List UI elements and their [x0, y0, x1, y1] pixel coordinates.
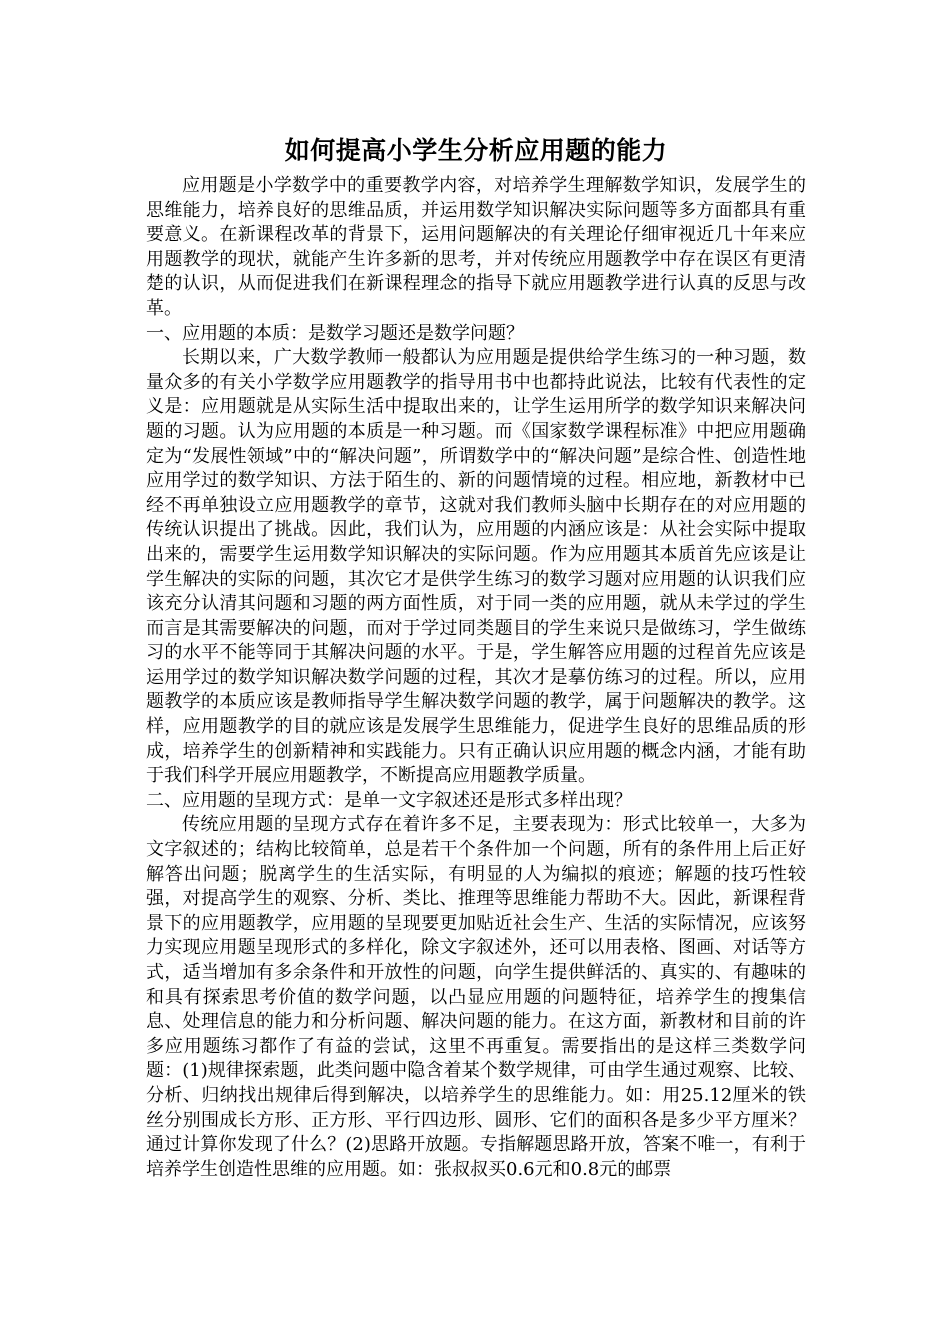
- section-2-heading: 二、应用题的呈现方式：是单一文字叙述还是形式多样出现？: [146, 789, 632, 811]
- section-1-paragraph: 长期以来，广大数学教师一般都认为应用题是提供给学生练习的一种习题，数量众多的有关小学数学应用题教学的指导用书中也都持此说法，比较有代表性的定义是：应用题就是从实际生活中提取出来的，让学生运用所学的数学知识来解决问题的习题。认为应用题的本质是一种习题。而《国家数学课程标准》中把应用题确定为“发展性领域”中的“解决问题”，所谓数学中的“解决问题”是综合性、创造性地应用学过的数学知识、方法于陌生的、新的问题情境的过程。相应地，新教材中已经不再单独设立应用题教学的章节，这就对我们教师头脑中长期存在的对应用题的传统认识提出了挑战。因此，我们认为，应用题的内涵应该是：从社会实际中提取出来的，需要学生运用数学知识解决的实际问题。作为应用题其本质首先应该是让学生解决的实际的问题，其次它才是供学生练习的数学习题对应用题的认识我们应该充分认清其问题和习题的两方面性质，对于同一类的应用题，就从未学过的学生而言是其需要解决的问题，而对于学过同类题目的学生来说只是做练习，学生做练习的水平不能等同于其解决问题的水平。于是，学生解答应用题的过程首先应该是运用学过的数学知识解决数学问题的过程，其次才是摹仿练习的过程。所以，应用题教学的本质应该是教师指导学生解决数学问题的教学，属于问题解决的教学。这样，应用题教学的目的就应该是发展学生思维能力，促进学生良好的思维品质的形成，培养学生的创新精神和实践能力。只有正确认识应用题的概念内涵，才能有助于我们科学开展应用题教学，不断提高应用题教学质量。: [146, 347, 806, 787]
- section-2-paragraph: 传统应用题的呈现方式存在着许多不足，主要表现为：形式比较单一，大多为文字叙述的；结构比较简单，总是若干个条件加一个问题，所有的条件用上后正好解答出问题；脱离学生的生活实际，有明显的人为编拟的痕迹；解题的技巧性较强，对提高学生的观察、分析、类比、推理等思维能力帮助不大。因此，新课程背景下的应用题教学，应用题的呈现要更加贴近社会生产、生活的实际情况，应该努力实现应用题呈现形式的多样化，除文字叙述外，还可以用表格、图画、对话等方式，适当增加有多余条件和开放性的问题，向学生提供鲜活的、真实的、有趣味的和具有探索思考价值的数学问题，以凸显应用题的问题特征，培养学生的搜集信息、处理信息的能力和分析问题、解决问题的能力。在这方面，新教材和目前的许多应用题练习都作了有益的尝试，这里不再重复。需要指出的是这样三类数学问题：(1)规律探索题，此类问题中隐含着某个数学规律，可由学生通过观察、比较、分析、归纳找出规律后得到解决，以培养学生的思维能力。如：用25.12厘米的铁丝分别围成长方形、正方形、平行四边形、圆形、它们的面积各是多少平方厘米？通过计算你发现了什么？(2)思路开放题。专指解题思路开放，答案不唯一，有利于培养学生创造性思维的应用题。如：张叔叔买0.6元和0.8元的邮票: [146, 814, 806, 1180]
- document-title: 如何提高小学生分析应用题的能力: [284, 136, 668, 165]
- intro-paragraph: 应用题是小学数学中的重要教学内容，对培养学生理解数学知识，发展学生的思维能力，培养良好的思维品质，并运用数学知识解决实际问题等多方面都具有重要意义。在新课程改革的背景下，运用问题解决的有关理论仔细审视近几十年来应用题教学的现状，就能产生许多新的思考，并对传统应用题教学中存在误区有更清楚的认识，从而促进我们在新课程理念的指导下就应用题教学进行认真的反思与改革。: [146, 175, 806, 319]
- document-page: [146, 132, 806, 1182]
- section-1-heading: 一、应用题的本质：是数学习题还是数学问题？: [146, 322, 524, 344]
